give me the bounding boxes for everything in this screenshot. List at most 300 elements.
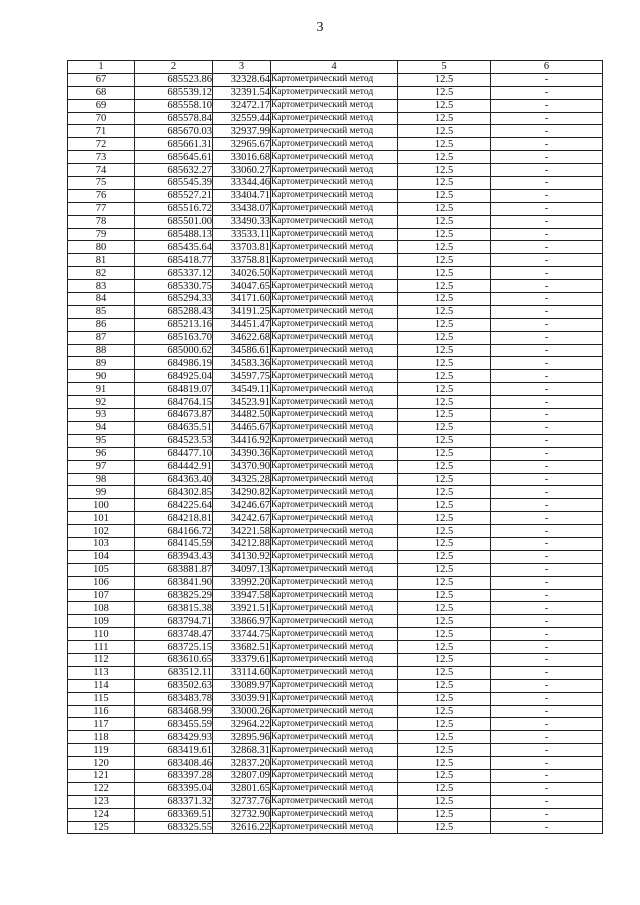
point-number-cell: 89 bbox=[68, 357, 135, 370]
description-cell: - bbox=[491, 383, 603, 396]
y-coordinate-cell: 32737.76 bbox=[213, 795, 271, 808]
table-row bbox=[68, 125, 603, 138]
table-row bbox=[68, 615, 603, 628]
y-coordinate-cell: 33344.46 bbox=[213, 177, 271, 190]
point-number-cell: 122 bbox=[68, 782, 135, 795]
description-cell: - bbox=[491, 177, 603, 190]
point-number-cell: 97 bbox=[68, 460, 135, 473]
method-cell: Картометрический метод bbox=[271, 241, 398, 254]
x-coordinate-cell: 684819.07 bbox=[135, 383, 213, 396]
description-cell: - bbox=[491, 744, 603, 757]
point-number-cell: 125 bbox=[68, 821, 135, 834]
y-coordinate-cell: 34523.91 bbox=[213, 396, 271, 409]
y-coordinate-cell: 33016.68 bbox=[213, 151, 271, 164]
x-coordinate-cell: 683502.63 bbox=[135, 679, 213, 692]
accuracy-cell: 12.5 bbox=[398, 821, 491, 834]
point-number-cell: 92 bbox=[68, 396, 135, 409]
table-row bbox=[68, 628, 603, 641]
column-header: 1 bbox=[68, 61, 135, 74]
accuracy-cell: 12.5 bbox=[398, 215, 491, 228]
method-cell: Картометрический метод bbox=[271, 460, 398, 473]
x-coordinate-cell: 683429.93 bbox=[135, 731, 213, 744]
x-coordinate-cell: 684218.81 bbox=[135, 512, 213, 525]
description-cell: - bbox=[491, 525, 603, 538]
accuracy-cell: 12.5 bbox=[398, 409, 491, 422]
method-cell: Картометрический метод bbox=[271, 409, 398, 422]
point-number-cell: 68 bbox=[68, 86, 135, 99]
x-coordinate-cell: 683794.71 bbox=[135, 615, 213, 628]
x-coordinate-cell: 684302.85 bbox=[135, 486, 213, 499]
x-coordinate-cell: 683371.32 bbox=[135, 795, 213, 808]
y-coordinate-cell: 34191.25 bbox=[213, 305, 271, 318]
column-header: 2 bbox=[135, 61, 213, 74]
accuracy-cell: 12.5 bbox=[398, 460, 491, 473]
y-coordinate-cell: 33404.71 bbox=[213, 189, 271, 202]
description-cell: - bbox=[491, 550, 603, 563]
y-coordinate-cell: 33682.51 bbox=[213, 641, 271, 654]
description-cell: - bbox=[491, 99, 603, 112]
y-coordinate-cell: 34212.88 bbox=[213, 537, 271, 550]
y-coordinate-cell: 34622.68 bbox=[213, 331, 271, 344]
method-cell: Картометрический метод bbox=[271, 344, 398, 357]
x-coordinate-cell: 685545.39 bbox=[135, 177, 213, 190]
description-cell: - bbox=[491, 666, 603, 679]
point-number-cell: 84 bbox=[68, 293, 135, 306]
column-header: 6 bbox=[491, 61, 603, 74]
method-cell: Картометрический метод bbox=[271, 99, 398, 112]
description-cell: - bbox=[491, 499, 603, 512]
table-row bbox=[68, 357, 603, 370]
x-coordinate-cell: 684925.04 bbox=[135, 370, 213, 383]
point-number-cell: 111 bbox=[68, 641, 135, 654]
point-number-cell: 105 bbox=[68, 563, 135, 576]
accuracy-cell: 12.5 bbox=[398, 99, 491, 112]
point-number-cell: 104 bbox=[68, 550, 135, 563]
accuracy-cell: 12.5 bbox=[398, 757, 491, 770]
column-header: 4 bbox=[271, 61, 398, 74]
point-number-cell: 85 bbox=[68, 305, 135, 318]
point-number-cell: 116 bbox=[68, 705, 135, 718]
table-row bbox=[68, 473, 603, 486]
x-coordinate-cell: 685294.33 bbox=[135, 293, 213, 306]
y-coordinate-cell: 34130.92 bbox=[213, 550, 271, 563]
point-number-cell: 80 bbox=[68, 241, 135, 254]
method-cell: Картометрический метод bbox=[271, 679, 398, 692]
table-row bbox=[68, 215, 603, 228]
x-coordinate-cell: 685523.86 bbox=[135, 73, 213, 86]
method-cell: Картометрический метод bbox=[271, 473, 398, 486]
accuracy-cell: 12.5 bbox=[398, 744, 491, 757]
x-coordinate-cell: 685539.12 bbox=[135, 86, 213, 99]
x-coordinate-cell: 684477.10 bbox=[135, 447, 213, 460]
table-row bbox=[68, 641, 603, 654]
y-coordinate-cell: 34416.92 bbox=[213, 434, 271, 447]
method-cell: Картометрический метод bbox=[271, 254, 398, 267]
x-coordinate-cell: 684166.72 bbox=[135, 525, 213, 538]
method-cell: Картометрический метод bbox=[271, 86, 398, 99]
accuracy-cell: 12.5 bbox=[398, 280, 491, 293]
method-cell: Картометрический метод bbox=[271, 396, 398, 409]
point-number-cell: 93 bbox=[68, 409, 135, 422]
method-cell: Картометрический метод bbox=[271, 447, 398, 460]
description-cell: - bbox=[491, 602, 603, 615]
method-cell: Картометрический метод bbox=[271, 293, 398, 306]
method-cell: Картометрический метод bbox=[271, 782, 398, 795]
point-number-cell: 109 bbox=[68, 615, 135, 628]
point-number-cell: 83 bbox=[68, 280, 135, 293]
accuracy-cell: 12.5 bbox=[398, 202, 491, 215]
x-coordinate-cell: 685558.10 bbox=[135, 99, 213, 112]
accuracy-cell: 12.5 bbox=[398, 705, 491, 718]
method-cell: Картометрический метод bbox=[271, 692, 398, 705]
y-coordinate-cell: 34390.36 bbox=[213, 447, 271, 460]
description-cell: - bbox=[491, 653, 603, 666]
y-coordinate-cell: 32328.64 bbox=[213, 73, 271, 86]
method-cell: Картометрический метод bbox=[271, 525, 398, 538]
description-cell: - bbox=[491, 769, 603, 782]
description-cell: - bbox=[491, 305, 603, 318]
point-number-cell: 87 bbox=[68, 331, 135, 344]
x-coordinate-cell: 685670.03 bbox=[135, 125, 213, 138]
x-coordinate-cell: 685488.13 bbox=[135, 228, 213, 241]
y-coordinate-cell: 34026.50 bbox=[213, 267, 271, 280]
y-coordinate-cell: 32868.31 bbox=[213, 744, 271, 757]
description-cell: - bbox=[491, 473, 603, 486]
point-number-cell: 102 bbox=[68, 525, 135, 538]
method-cell: Картометрический метод bbox=[271, 641, 398, 654]
y-coordinate-cell: 33947.58 bbox=[213, 589, 271, 602]
method-cell: Картометрический метод bbox=[271, 653, 398, 666]
method-cell: Картометрический метод bbox=[271, 808, 398, 821]
description-cell: - bbox=[491, 73, 603, 86]
table-row bbox=[68, 705, 603, 718]
accuracy-cell: 12.5 bbox=[398, 267, 491, 280]
y-coordinate-cell: 32895.96 bbox=[213, 731, 271, 744]
point-number-cell: 69 bbox=[68, 99, 135, 112]
table-row bbox=[68, 550, 603, 563]
x-coordinate-cell: 683610.65 bbox=[135, 653, 213, 666]
y-coordinate-cell: 33992.20 bbox=[213, 576, 271, 589]
method-cell: Картометрический метод bbox=[271, 705, 398, 718]
x-coordinate-cell: 685661.31 bbox=[135, 138, 213, 151]
description-cell: - bbox=[491, 808, 603, 821]
table-row bbox=[68, 744, 603, 757]
method-cell: Картометрический метод bbox=[271, 666, 398, 679]
method-cell: Картометрический метод bbox=[271, 331, 398, 344]
description-cell: - bbox=[491, 151, 603, 164]
accuracy-cell: 12.5 bbox=[398, 177, 491, 190]
method-cell: Картометрический метод bbox=[271, 821, 398, 834]
method-cell: Картометрический метод bbox=[271, 305, 398, 318]
y-coordinate-cell: 33866.97 bbox=[213, 615, 271, 628]
y-coordinate-cell: 33114.60 bbox=[213, 666, 271, 679]
description-cell: - bbox=[491, 267, 603, 280]
y-coordinate-cell: 33060.27 bbox=[213, 164, 271, 177]
x-coordinate-cell: 683825.29 bbox=[135, 589, 213, 602]
description-cell: - bbox=[491, 409, 603, 422]
description-cell: - bbox=[491, 615, 603, 628]
x-coordinate-cell: 685163.70 bbox=[135, 331, 213, 344]
page-number: 3 bbox=[316, 20, 324, 35]
point-number-cell: 107 bbox=[68, 589, 135, 602]
description-cell: - bbox=[491, 705, 603, 718]
x-coordinate-cell: 684225.64 bbox=[135, 499, 213, 512]
table-row bbox=[68, 293, 603, 306]
table-row bbox=[68, 228, 603, 241]
accuracy-cell: 12.5 bbox=[398, 666, 491, 679]
accuracy-cell: 12.5 bbox=[398, 641, 491, 654]
x-coordinate-cell: 683419.61 bbox=[135, 744, 213, 757]
accuracy-cell: 12.5 bbox=[398, 486, 491, 499]
x-coordinate-cell: 685337.12 bbox=[135, 267, 213, 280]
point-number-cell: 71 bbox=[68, 125, 135, 138]
table-row bbox=[68, 718, 603, 731]
description-cell: - bbox=[491, 293, 603, 306]
accuracy-cell: 12.5 bbox=[398, 254, 491, 267]
x-coordinate-cell: 683483.78 bbox=[135, 692, 213, 705]
method-cell: Картометрический метод bbox=[271, 512, 398, 525]
method-cell: Картометрический метод bbox=[271, 615, 398, 628]
point-number-cell: 94 bbox=[68, 421, 135, 434]
accuracy-cell: 12.5 bbox=[398, 589, 491, 602]
accuracy-cell: 12.5 bbox=[398, 731, 491, 744]
table-row bbox=[68, 666, 603, 679]
description-cell: - bbox=[491, 628, 603, 641]
x-coordinate-cell: 685527.21 bbox=[135, 189, 213, 202]
table-row bbox=[68, 421, 603, 434]
table-row bbox=[68, 692, 603, 705]
accuracy-cell: 12.5 bbox=[398, 370, 491, 383]
method-cell: Картометрический метод bbox=[271, 125, 398, 138]
table-row bbox=[68, 563, 603, 576]
description-cell: - bbox=[491, 396, 603, 409]
point-number-cell: 112 bbox=[68, 653, 135, 666]
table-row bbox=[68, 795, 603, 808]
description-cell: - bbox=[491, 460, 603, 473]
method-cell: Картометрический метод bbox=[271, 73, 398, 86]
description-cell: - bbox=[491, 486, 603, 499]
x-coordinate-cell: 683943.43 bbox=[135, 550, 213, 563]
accuracy-cell: 12.5 bbox=[398, 718, 491, 731]
x-coordinate-cell: 685213.16 bbox=[135, 318, 213, 331]
accuracy-cell: 12.5 bbox=[398, 692, 491, 705]
x-coordinate-cell: 684764.15 bbox=[135, 396, 213, 409]
method-cell: Картометрический метод bbox=[271, 499, 398, 512]
method-cell: Картометрический метод bbox=[271, 718, 398, 731]
description-cell: - bbox=[491, 757, 603, 770]
point-number-cell: 79 bbox=[68, 228, 135, 241]
description-cell: - bbox=[491, 189, 603, 202]
description-cell: - bbox=[491, 576, 603, 589]
method-cell: Картометрический метод bbox=[271, 215, 398, 228]
point-number-cell: 121 bbox=[68, 769, 135, 782]
method-cell: Картометрический метод bbox=[271, 318, 398, 331]
table-row bbox=[68, 241, 603, 254]
method-cell: Картометрический метод bbox=[271, 151, 398, 164]
coordinates-table bbox=[67, 60, 603, 834]
x-coordinate-cell: 684442.91 bbox=[135, 460, 213, 473]
description-cell: - bbox=[491, 357, 603, 370]
column-header: 3 bbox=[213, 61, 271, 74]
table-row bbox=[68, 653, 603, 666]
table-row bbox=[68, 202, 603, 215]
point-number-cell: 115 bbox=[68, 692, 135, 705]
point-number-cell: 117 bbox=[68, 718, 135, 731]
description-cell: - bbox=[491, 86, 603, 99]
point-number-cell: 120 bbox=[68, 757, 135, 770]
y-coordinate-cell: 34290.82 bbox=[213, 486, 271, 499]
x-coordinate-cell: 683325.55 bbox=[135, 821, 213, 834]
method-cell: Картометрический метод bbox=[271, 576, 398, 589]
y-coordinate-cell: 32807.09 bbox=[213, 769, 271, 782]
method-cell: Картометрический метод bbox=[271, 112, 398, 125]
method-cell: Картометрический метод bbox=[271, 267, 398, 280]
y-coordinate-cell: 34171.60 bbox=[213, 293, 271, 306]
accuracy-cell: 12.5 bbox=[398, 628, 491, 641]
description-cell: - bbox=[491, 795, 603, 808]
x-coordinate-cell: 683397.28 bbox=[135, 769, 213, 782]
accuracy-cell: 12.5 bbox=[398, 86, 491, 99]
y-coordinate-cell: 32937.99 bbox=[213, 125, 271, 138]
accuracy-cell: 12.5 bbox=[398, 138, 491, 151]
point-number-cell: 96 bbox=[68, 447, 135, 460]
point-number-cell: 67 bbox=[68, 73, 135, 86]
x-coordinate-cell: 683815.38 bbox=[135, 602, 213, 615]
accuracy-cell: 12.5 bbox=[398, 525, 491, 538]
accuracy-cell: 12.5 bbox=[398, 537, 491, 550]
table-row bbox=[68, 331, 603, 344]
table-row bbox=[68, 512, 603, 525]
accuracy-cell: 12.5 bbox=[398, 653, 491, 666]
point-number-cell: 88 bbox=[68, 344, 135, 357]
point-number-cell: 119 bbox=[68, 744, 135, 757]
y-coordinate-cell: 33490.33 bbox=[213, 215, 271, 228]
description-cell: - bbox=[491, 641, 603, 654]
point-number-cell: 76 bbox=[68, 189, 135, 202]
accuracy-cell: 12.5 bbox=[398, 151, 491, 164]
point-number-cell: 98 bbox=[68, 473, 135, 486]
y-coordinate-cell: 34482.50 bbox=[213, 409, 271, 422]
table-row bbox=[68, 138, 603, 151]
description-cell: - bbox=[491, 318, 603, 331]
description-cell: - bbox=[491, 112, 603, 125]
description-cell: - bbox=[491, 254, 603, 267]
method-cell: Картометрический метод bbox=[271, 189, 398, 202]
accuracy-cell: 12.5 bbox=[398, 73, 491, 86]
y-coordinate-cell: 34583.36 bbox=[213, 357, 271, 370]
description-cell: - bbox=[491, 589, 603, 602]
table-row bbox=[68, 254, 603, 267]
table-row bbox=[68, 679, 603, 692]
x-coordinate-cell: 684986.19 bbox=[135, 357, 213, 370]
table-row bbox=[68, 164, 603, 177]
description-cell: - bbox=[491, 331, 603, 344]
y-coordinate-cell: 33039.91 bbox=[213, 692, 271, 705]
point-number-cell: 72 bbox=[68, 138, 135, 151]
x-coordinate-cell: 683395.04 bbox=[135, 782, 213, 795]
x-coordinate-cell: 685435.64 bbox=[135, 241, 213, 254]
table-row bbox=[68, 731, 603, 744]
method-cell: Картометрический метод bbox=[271, 537, 398, 550]
accuracy-cell: 12.5 bbox=[398, 795, 491, 808]
x-coordinate-cell: 683512.11 bbox=[135, 666, 213, 679]
method-cell: Картометрический метод bbox=[271, 628, 398, 641]
point-number-cell: 118 bbox=[68, 731, 135, 744]
point-number-cell: 78 bbox=[68, 215, 135, 228]
table-row bbox=[68, 525, 603, 538]
table-row bbox=[68, 769, 603, 782]
description-cell: - bbox=[491, 344, 603, 357]
point-number-cell: 124 bbox=[68, 808, 135, 821]
x-coordinate-cell: 685578.84 bbox=[135, 112, 213, 125]
table-row bbox=[68, 447, 603, 460]
method-cell: Картометрический метод bbox=[271, 370, 398, 383]
accuracy-cell: 12.5 bbox=[398, 615, 491, 628]
point-number-cell: 100 bbox=[68, 499, 135, 512]
accuracy-cell: 12.5 bbox=[398, 293, 491, 306]
x-coordinate-cell: 685418.77 bbox=[135, 254, 213, 267]
table-row bbox=[68, 757, 603, 770]
x-coordinate-cell: 683748.47 bbox=[135, 628, 213, 641]
point-number-cell: 73 bbox=[68, 151, 135, 164]
description-cell: - bbox=[491, 280, 603, 293]
accuracy-cell: 12.5 bbox=[398, 782, 491, 795]
y-coordinate-cell: 34325.28 bbox=[213, 473, 271, 486]
table-row bbox=[68, 383, 603, 396]
y-coordinate-cell: 34246.67 bbox=[213, 499, 271, 512]
method-cell: Картометрический метод bbox=[271, 177, 398, 190]
method-cell: Картометрический метод bbox=[271, 731, 398, 744]
y-coordinate-cell: 33703.81 bbox=[213, 241, 271, 254]
accuracy-cell: 12.5 bbox=[398, 228, 491, 241]
description-cell: - bbox=[491, 679, 603, 692]
method-cell: Картометрический метод bbox=[271, 563, 398, 576]
x-coordinate-cell: 685516.72 bbox=[135, 202, 213, 215]
point-number-cell: 81 bbox=[68, 254, 135, 267]
y-coordinate-cell: 33744.75 bbox=[213, 628, 271, 641]
accuracy-cell: 12.5 bbox=[398, 499, 491, 512]
x-coordinate-cell: 683369.51 bbox=[135, 808, 213, 821]
y-coordinate-cell: 32559.44 bbox=[213, 112, 271, 125]
y-coordinate-cell: 34047.65 bbox=[213, 280, 271, 293]
table-row bbox=[68, 499, 603, 512]
y-coordinate-cell: 34465.67 bbox=[213, 421, 271, 434]
y-coordinate-cell: 33921.51 bbox=[213, 602, 271, 615]
method-cell: Картометрический метод bbox=[271, 280, 398, 293]
table-row bbox=[68, 537, 603, 550]
description-cell: - bbox=[491, 370, 603, 383]
accuracy-cell: 12.5 bbox=[398, 189, 491, 202]
method-cell: Картометрический метод bbox=[271, 602, 398, 615]
y-coordinate-cell: 34549.11 bbox=[213, 383, 271, 396]
y-coordinate-cell: 32801.65 bbox=[213, 782, 271, 795]
description-cell: - bbox=[491, 164, 603, 177]
point-number-cell: 103 bbox=[68, 537, 135, 550]
x-coordinate-cell: 685330.75 bbox=[135, 280, 213, 293]
description-cell: - bbox=[491, 731, 603, 744]
table-row bbox=[68, 396, 603, 409]
point-number-cell: 74 bbox=[68, 164, 135, 177]
accuracy-cell: 12.5 bbox=[398, 473, 491, 486]
table-header-row bbox=[68, 61, 603, 74]
table-row bbox=[68, 151, 603, 164]
x-coordinate-cell: 684673.87 bbox=[135, 409, 213, 422]
accuracy-cell: 12.5 bbox=[398, 447, 491, 460]
y-coordinate-cell: 34242.67 bbox=[213, 512, 271, 525]
point-number-cell: 99 bbox=[68, 486, 135, 499]
method-cell: Картометрический метод bbox=[271, 769, 398, 782]
y-coordinate-cell: 34370.90 bbox=[213, 460, 271, 473]
